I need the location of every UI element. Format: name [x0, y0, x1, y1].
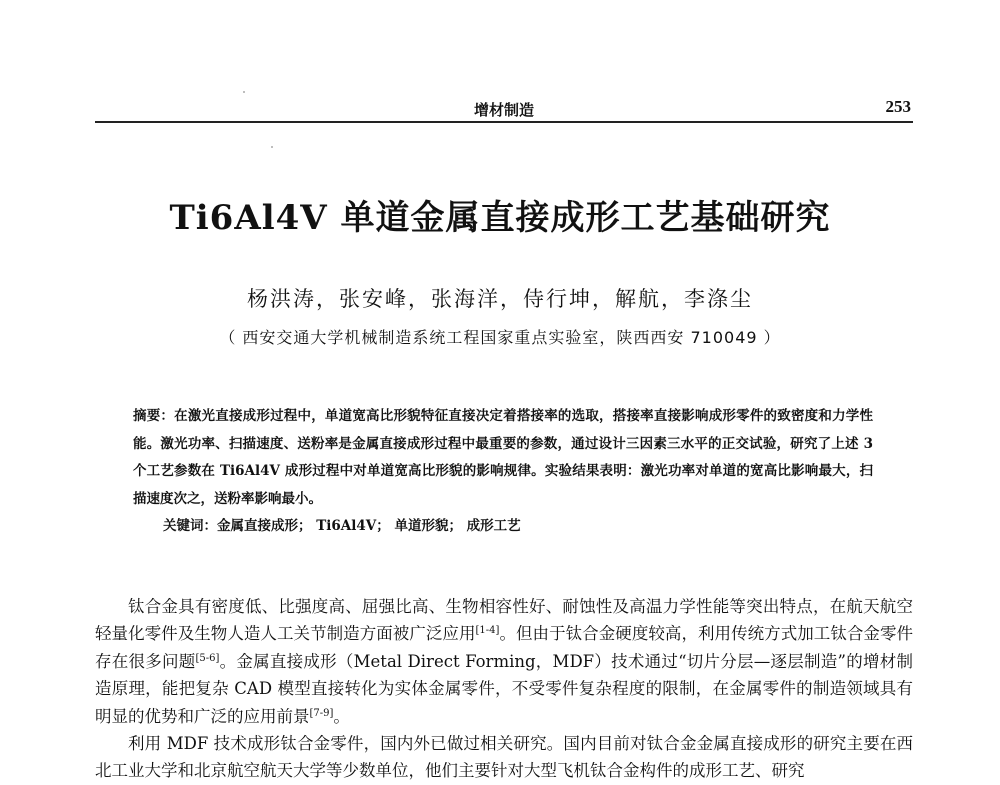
- header-section-title: 增材制造: [473, 101, 534, 119]
- body-text: [95, 593, 913, 785]
- body-sentence: 。但由于钛合金硬度较高，利用传统方式加工钛合金零件存在很多问题: [95, 624, 914, 671]
- citation-ref: [1-4]: [475, 625, 500, 637]
- keywords: [163, 514, 883, 538]
- keywords-label: 关键词：: [163, 518, 217, 534]
- citation-ref: [7-9]: [309, 707, 334, 719]
- paper-title: Ti6Al4V 单道金属直接成形工艺基础研究: [169, 198, 831, 238]
- body-paragraph: [95, 593, 913, 730]
- abstract: [133, 403, 873, 513]
- body-sentence: 。金属直接成形（Metal Direct Forming，MDF）技术通过“切片分层—逐层制造”的增材制造原理，能把复杂 CAD 模型直接转化为实体金属零件，不受零件复杂程度的限制，在金属零件的制造领域具有明显的优势和广泛的应用前景: [95, 651, 913, 726]
- running-header: [95, 95, 913, 123]
- body-sentence: 。: [333, 706, 350, 726]
- page-number: 253: [885, 97, 911, 116]
- author-affiliation: （ 西安交通大学机械制造系统工程国家重点实验室，陕西西安 710049 ）: [219, 328, 781, 347]
- body-sentence: 钛合金具有密度低、比强度高、屈强比高、生物相容性好、耐蚀性及高温力学性能等突出特点，在航天航空轻量化零件及生物人造人工关节制造方面被广泛应用: [95, 597, 913, 644]
- citation-ref: [5-6]: [195, 652, 220, 664]
- author-list: 杨洪涛，张安峰，张海洋，侍行坤，解航，李涤尘: [247, 287, 753, 311]
- scan-speck: [271, 146, 273, 148]
- abstract-label: 摘要：: [133, 408, 175, 424]
- keywords-text: 金属直接成形； Ti6Al4V； 单道形貌； 成形工艺: [217, 518, 521, 534]
- body-paragraph: 利用 MDF 技术成形钛合金零件，国内外已做过相关研究。国内目前对钛合金金属直接成形的研究主要在西北工业大学和北京航空航天大学等少数单位，他们主要针对大型飞机钛合金构件的成形工艺、研究: [95, 734, 913, 781]
- scan-speck: [243, 91, 245, 93]
- abstract-text: 在激光直接成形过程中，单道宽高比形貌特征直接决定着搭接率的选取，搭接率直接影响成形零件的致密度和力学性能。激光功率、扫描速度、送粉率是金属直接成形过程中最重要的参数，通过设计三因素三水平的正交试验，研究了上述 3 个工艺参数在 Ti6Al4V 成形过程中对单道宽高比形貌的影响规律。实验结果表明：激光功率对单道的宽高比影响最大，扫描速度次之，送粉率影响最小。: [133, 408, 874, 507]
